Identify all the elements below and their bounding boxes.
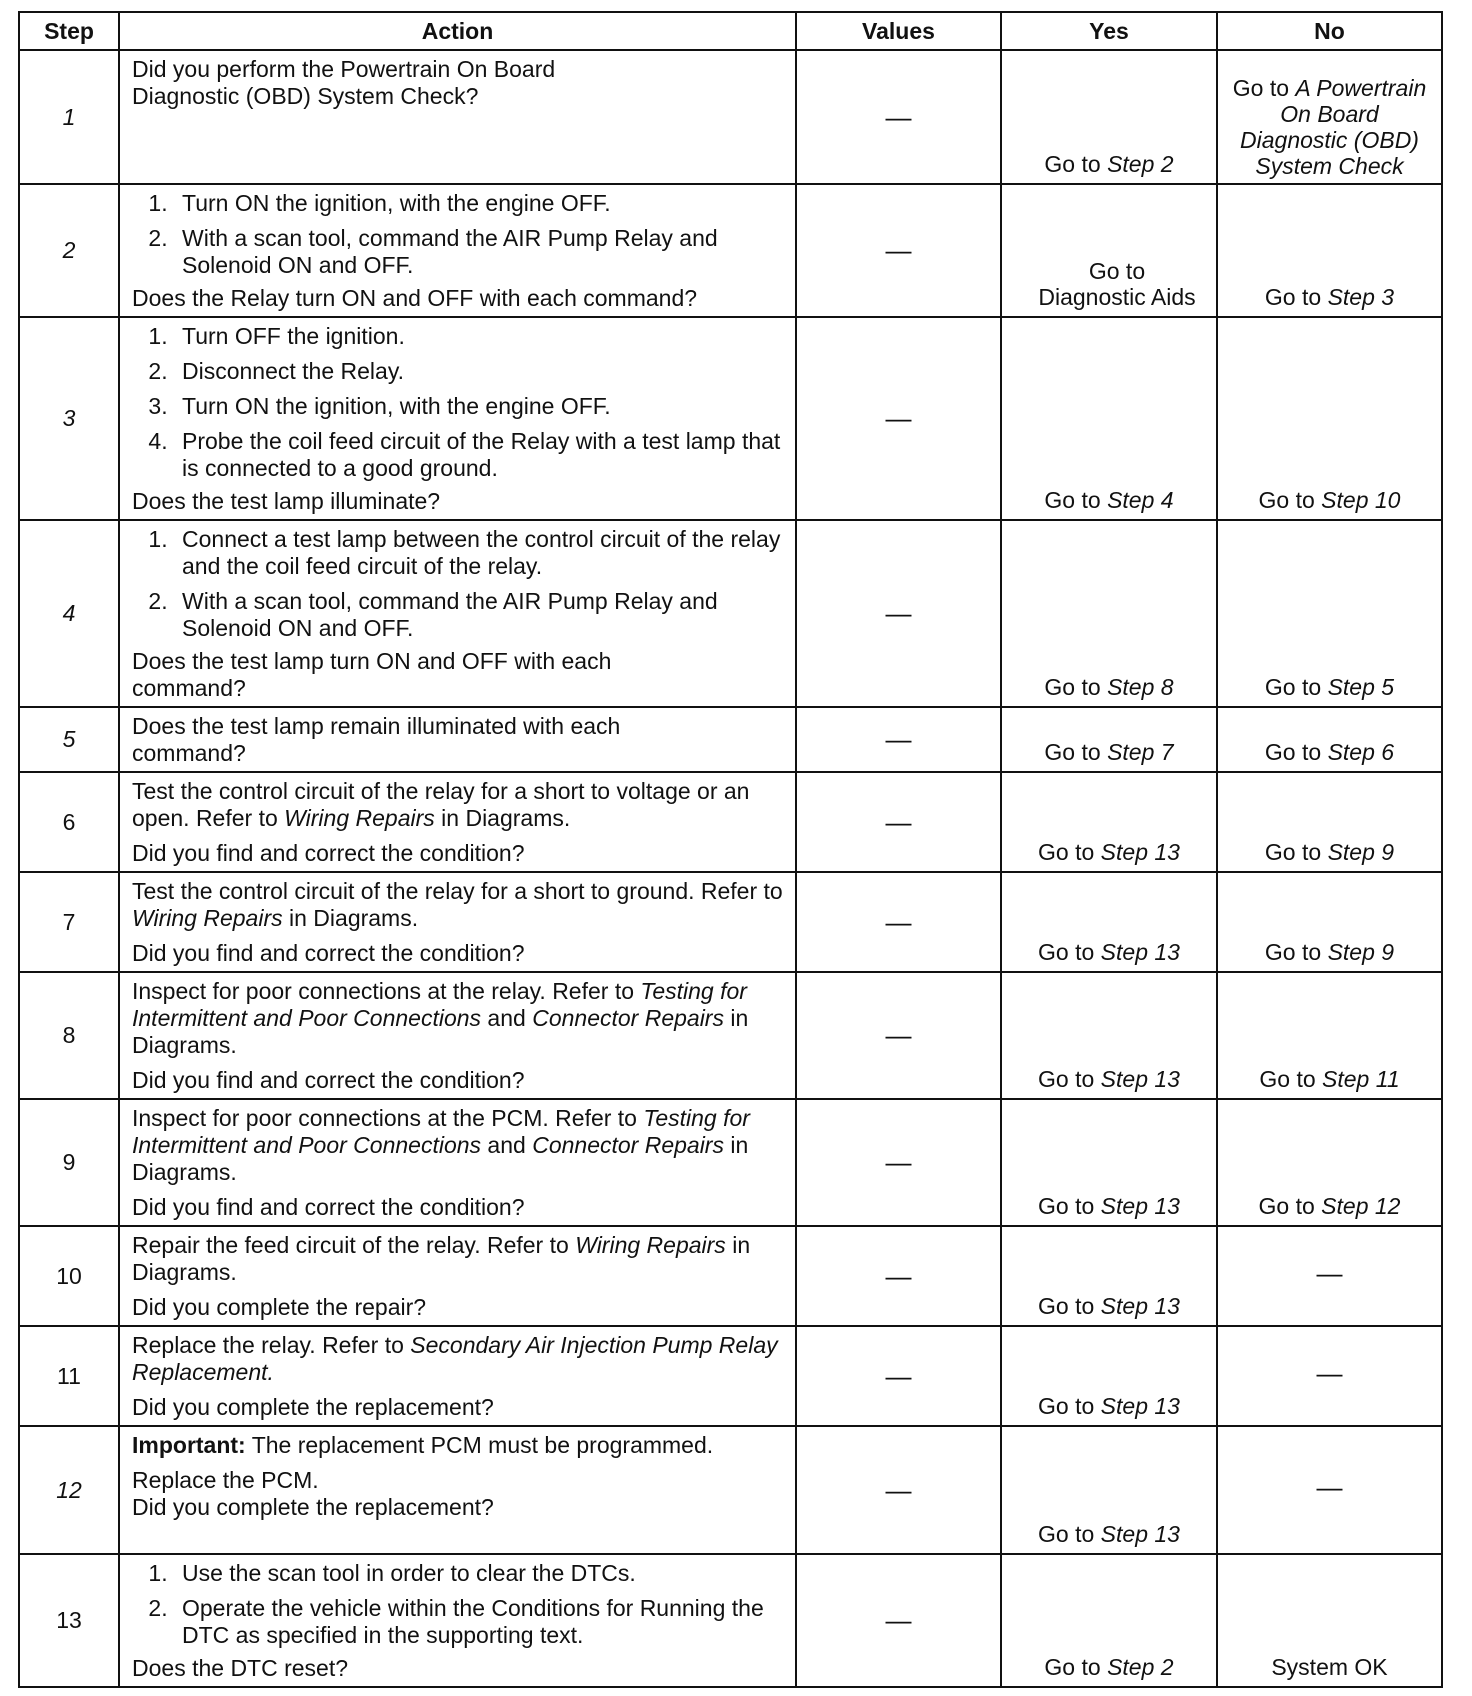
action-step-item: 2. Disconnect the Relay.	[174, 358, 785, 385]
no-prefix: Go to	[1264, 284, 1328, 310]
no-cell	[1217, 707, 1442, 772]
yes-cell	[1001, 184, 1217, 317]
no-cell	[1217, 1554, 1442, 1687]
yes-prefix: Go to	[1044, 487, 1108, 513]
values-cell: —	[796, 1326, 1001, 1426]
action-question: Does the Relay turn ON and OFF with each command?	[132, 285, 698, 311]
yes-target: Step 2	[1107, 151, 1174, 177]
header-action: Action	[119, 12, 796, 50]
header-yes: Yes	[1001, 12, 1217, 50]
yes-cell	[1001, 317, 1217, 520]
action-cell	[119, 317, 796, 520]
no-cell	[1217, 184, 1442, 317]
no-prefix: Go to	[1264, 839, 1328, 865]
yes-target: Step 13	[1100, 1393, 1180, 1419]
action-cell	[119, 707, 796, 772]
yes-prefix: Go to	[1044, 674, 1108, 700]
action-cell	[119, 1326, 796, 1426]
no-prefix: Go to	[1259, 1066, 1323, 1092]
yes-prefix: Go to	[1044, 151, 1108, 177]
yes-target: Step 4	[1107, 487, 1174, 513]
yes-target: Step 13	[1100, 939, 1180, 965]
no-cell: —	[1217, 1326, 1442, 1426]
table-row	[19, 520, 1442, 707]
action-instruction: Repair the feed circuit of the relay. Refer to Wiring Repairs in Diagrams.	[132, 1232, 751, 1285]
action-step-item: 2. With a scan tool, command the AIR Pump Relay and Solenoid ON and OFF.	[174, 588, 785, 642]
yes-cell	[1001, 1099, 1217, 1226]
values-cell: —	[796, 1226, 1001, 1326]
action-question: Does the DTC reset?	[132, 1655, 349, 1681]
action-steps	[132, 526, 785, 642]
no-cell	[1217, 772, 1442, 872]
action-instruction: Test the control circuit of the relay for a short to ground. Refer to Wiring Repairs in Diagrams.	[132, 878, 783, 931]
step-number: 9	[19, 1099, 119, 1226]
step-number: 10	[19, 1226, 119, 1326]
table-row	[19, 1326, 1442, 1426]
yes-prefix: Go to	[1038, 939, 1101, 965]
yes-cell	[1001, 50, 1217, 184]
yes-cell	[1001, 707, 1217, 772]
yes-cell	[1001, 1426, 1217, 1554]
yes-target: Step 13	[1100, 1521, 1180, 1547]
action-instruction: Replace the PCM.	[132, 1467, 319, 1493]
yes-text: Go to Diagnostic Aids	[1038, 258, 1196, 310]
table-row	[19, 184, 1442, 317]
action-cell	[119, 1099, 796, 1226]
no-prefix: Go to	[1232, 75, 1296, 101]
action-step-item: 1. Turn OFF the ignition.	[174, 323, 785, 350]
step-number: 11	[19, 1326, 119, 1426]
important-note: Important: The replacement PCM must be programmed.	[132, 1432, 714, 1458]
step-number: 3	[19, 317, 119, 520]
action-question: Did you complete the replacement?	[132, 1494, 494, 1520]
values-cell: —	[796, 972, 1001, 1099]
yes-prefix: Go to	[1038, 1393, 1101, 1419]
no-cell	[1217, 520, 1442, 707]
action-step-item: 1. Connect a test lamp between the control circuit of the relay and the coil feed circuit of the relay.	[174, 526, 785, 580]
action-question: Did you find and correct the condition?	[132, 840, 525, 866]
values-cell: —	[796, 184, 1001, 317]
action-question: Did you complete the repair?	[132, 1294, 427, 1320]
values-cell: —	[796, 707, 1001, 772]
reference-link[interactable]: Connector Repairs	[532, 1132, 724, 1158]
yes-target: Step 13	[1100, 839, 1180, 865]
no-target: Step 5	[1327, 674, 1395, 700]
step-number: 7	[19, 872, 119, 972]
no-prefix: Go to	[1258, 1193, 1322, 1219]
action-cell	[119, 1226, 796, 1326]
action-question: Did you find and correct the condition?	[132, 1194, 525, 1220]
no-cell	[1217, 50, 1442, 184]
yes-target: Step 7	[1107, 739, 1174, 765]
no-target: Step 9	[1327, 939, 1395, 965]
table-row	[19, 1226, 1442, 1326]
action-steps	[132, 323, 785, 482]
reference-link[interactable]: Testing for Intermittent and Poor Connections	[132, 978, 747, 1031]
table-row	[19, 1426, 1442, 1554]
no-target: Step 6	[1327, 739, 1395, 765]
values-cell: —	[796, 872, 1001, 972]
action-question: Does the test lamp turn ON and OFF with each command?	[132, 648, 612, 701]
yes-target: Step 13	[1100, 1193, 1180, 1219]
reference-link[interactable]: Wiring Repairs	[284, 805, 435, 831]
no-target: Step 9	[1327, 839, 1395, 865]
action-steps	[132, 190, 785, 279]
header-values: Values	[796, 12, 1001, 50]
action-question: Did you find and correct the condition?	[132, 940, 525, 966]
yes-prefix: Go to	[1038, 1193, 1101, 1219]
action-step-item: 4. Probe the coil feed circuit of the Relay with a test lamp that is connected to a good ground.	[174, 428, 785, 482]
no-prefix: Go to	[1264, 739, 1328, 765]
action-step-item: 3. Turn ON the ignition, with the engine OFF.	[174, 393, 785, 420]
values-cell: —	[796, 520, 1001, 707]
step-number: 2	[19, 184, 119, 317]
yes-prefix: Go to	[1038, 1521, 1101, 1547]
step-number: 13	[19, 1554, 119, 1687]
values-cell: —	[796, 1426, 1001, 1554]
action-cell	[119, 1554, 796, 1687]
action-question: Does the test lamp illuminate?	[132, 488, 441, 514]
step-number: 6	[19, 772, 119, 872]
table-row	[19, 872, 1442, 972]
no-target: A Powertrain On Board Diagnostic (OBD) System Check	[1240, 75, 1427, 179]
yes-cell	[1001, 520, 1217, 707]
no-prefix: Go to	[1264, 674, 1328, 700]
no-cell: —	[1217, 1426, 1442, 1554]
no-target: Step 10	[1321, 487, 1401, 513]
yes-target: Step 13	[1100, 1293, 1180, 1319]
step-number: 1	[19, 50, 119, 184]
values-cell: —	[796, 772, 1001, 872]
yes-cell	[1001, 1554, 1217, 1687]
no-prefix: Go to	[1258, 487, 1322, 513]
yes-cell	[1001, 972, 1217, 1099]
no-cell	[1217, 872, 1442, 972]
header-step: Step	[19, 12, 119, 50]
table-row	[19, 1099, 1442, 1226]
action-question: Did you perform the Powertrain On Board Diagnostic (OBD) System Check?	[132, 56, 556, 109]
table-row	[19, 707, 1442, 772]
step-number: 4	[19, 520, 119, 707]
no-text: System OK	[1271, 1654, 1388, 1680]
table-row	[19, 1554, 1442, 1687]
action-step-item: 2. Operate the vehicle within the Conditions for Running the DTC as specified in the supporting text.	[174, 1595, 785, 1649]
yes-prefix: Go to	[1038, 1066, 1101, 1092]
reference-link[interactable]: Connector Repairs	[532, 1005, 724, 1031]
table-row	[19, 317, 1442, 520]
action-instruction: Replace the relay. Refer to Secondary Air Injection Pump Relay Replacement.	[132, 1332, 778, 1385]
action-instruction: Test the control circuit of the relay for a short to voltage or an open. Refer to Wiring Repairs in Diagrams.	[132, 778, 750, 831]
yes-cell	[1001, 872, 1217, 972]
yes-prefix: Go to	[1044, 739, 1108, 765]
action-question: Did you complete the replacement?	[132, 1394, 494, 1420]
action-cell	[119, 772, 796, 872]
no-target: Step 11	[1322, 1066, 1400, 1092]
action-cell	[119, 1426, 796, 1554]
values-cell: —	[796, 50, 1001, 184]
yes-prefix: Go to	[1038, 839, 1101, 865]
action-step-item: 1. Turn ON the ignition, with the engine OFF.	[174, 190, 785, 217]
reference-link[interactable]: Testing for Intermittent and Poor Connections	[132, 1105, 750, 1158]
no-cell	[1217, 317, 1442, 520]
step-number: 8	[19, 972, 119, 1099]
action-instruction: Inspect for poor connections at the relay. Refer to Testing for Intermittent and Poor Connections and Connector Repairs in Diagrams.	[132, 978, 749, 1058]
action-cell	[119, 972, 796, 1099]
reference-link[interactable]: Wiring Repairs	[575, 1232, 726, 1258]
yes-target: Step 2	[1107, 1654, 1174, 1680]
yes-cell	[1001, 772, 1217, 872]
yes-prefix: Go to	[1038, 1293, 1101, 1319]
no-target: Step 12	[1321, 1193, 1401, 1219]
no-cell: —	[1217, 1226, 1442, 1326]
step-number: 5	[19, 707, 119, 772]
yes-target: Step 13	[1100, 1066, 1180, 1092]
action-cell	[119, 520, 796, 707]
diagnostic-table	[18, 11, 1443, 1688]
no-cell	[1217, 972, 1442, 1099]
values-cell: —	[796, 1099, 1001, 1226]
values-cell: —	[796, 1554, 1001, 1687]
header-row	[19, 12, 1442, 50]
reference-link[interactable]: Secondary Air Injection Pump Relay Replacement.	[132, 1332, 778, 1385]
action-cell	[119, 50, 796, 184]
no-cell	[1217, 1099, 1442, 1226]
yes-target: Step 8	[1107, 674, 1174, 700]
action-cell	[119, 872, 796, 972]
action-question: Did you find and correct the condition?	[132, 1067, 525, 1093]
reference-link[interactable]: Wiring Repairs	[132, 905, 283, 931]
values-cell: —	[796, 317, 1001, 520]
important-label: Important:	[132, 1432, 246, 1458]
header-no: No	[1217, 12, 1442, 50]
yes-prefix: Go to	[1044, 1654, 1108, 1680]
action-step-item: 1. Use the scan tool in order to clear the DTCs.	[174, 1560, 785, 1587]
table-row	[19, 972, 1442, 1099]
action-question: Does the test lamp remain illuminated with each command?	[132, 713, 621, 766]
action-instruction: Inspect for poor connections at the PCM. Refer to Testing for Intermittent and Poor Connections and Connector Repairs in Diagrams.	[132, 1105, 750, 1185]
no-target: Step 3	[1327, 284, 1395, 310]
action-steps	[132, 1560, 785, 1649]
table-row	[19, 50, 1442, 184]
yes-cell	[1001, 1326, 1217, 1426]
action-step-item: 2. With a scan tool, command the AIR Pump Relay and Solenoid ON and OFF.	[174, 225, 785, 279]
action-cell	[119, 184, 796, 317]
no-prefix: Go to	[1264, 939, 1328, 965]
step-number: 12	[19, 1426, 119, 1554]
table-row	[19, 772, 1442, 872]
yes-cell	[1001, 1226, 1217, 1326]
